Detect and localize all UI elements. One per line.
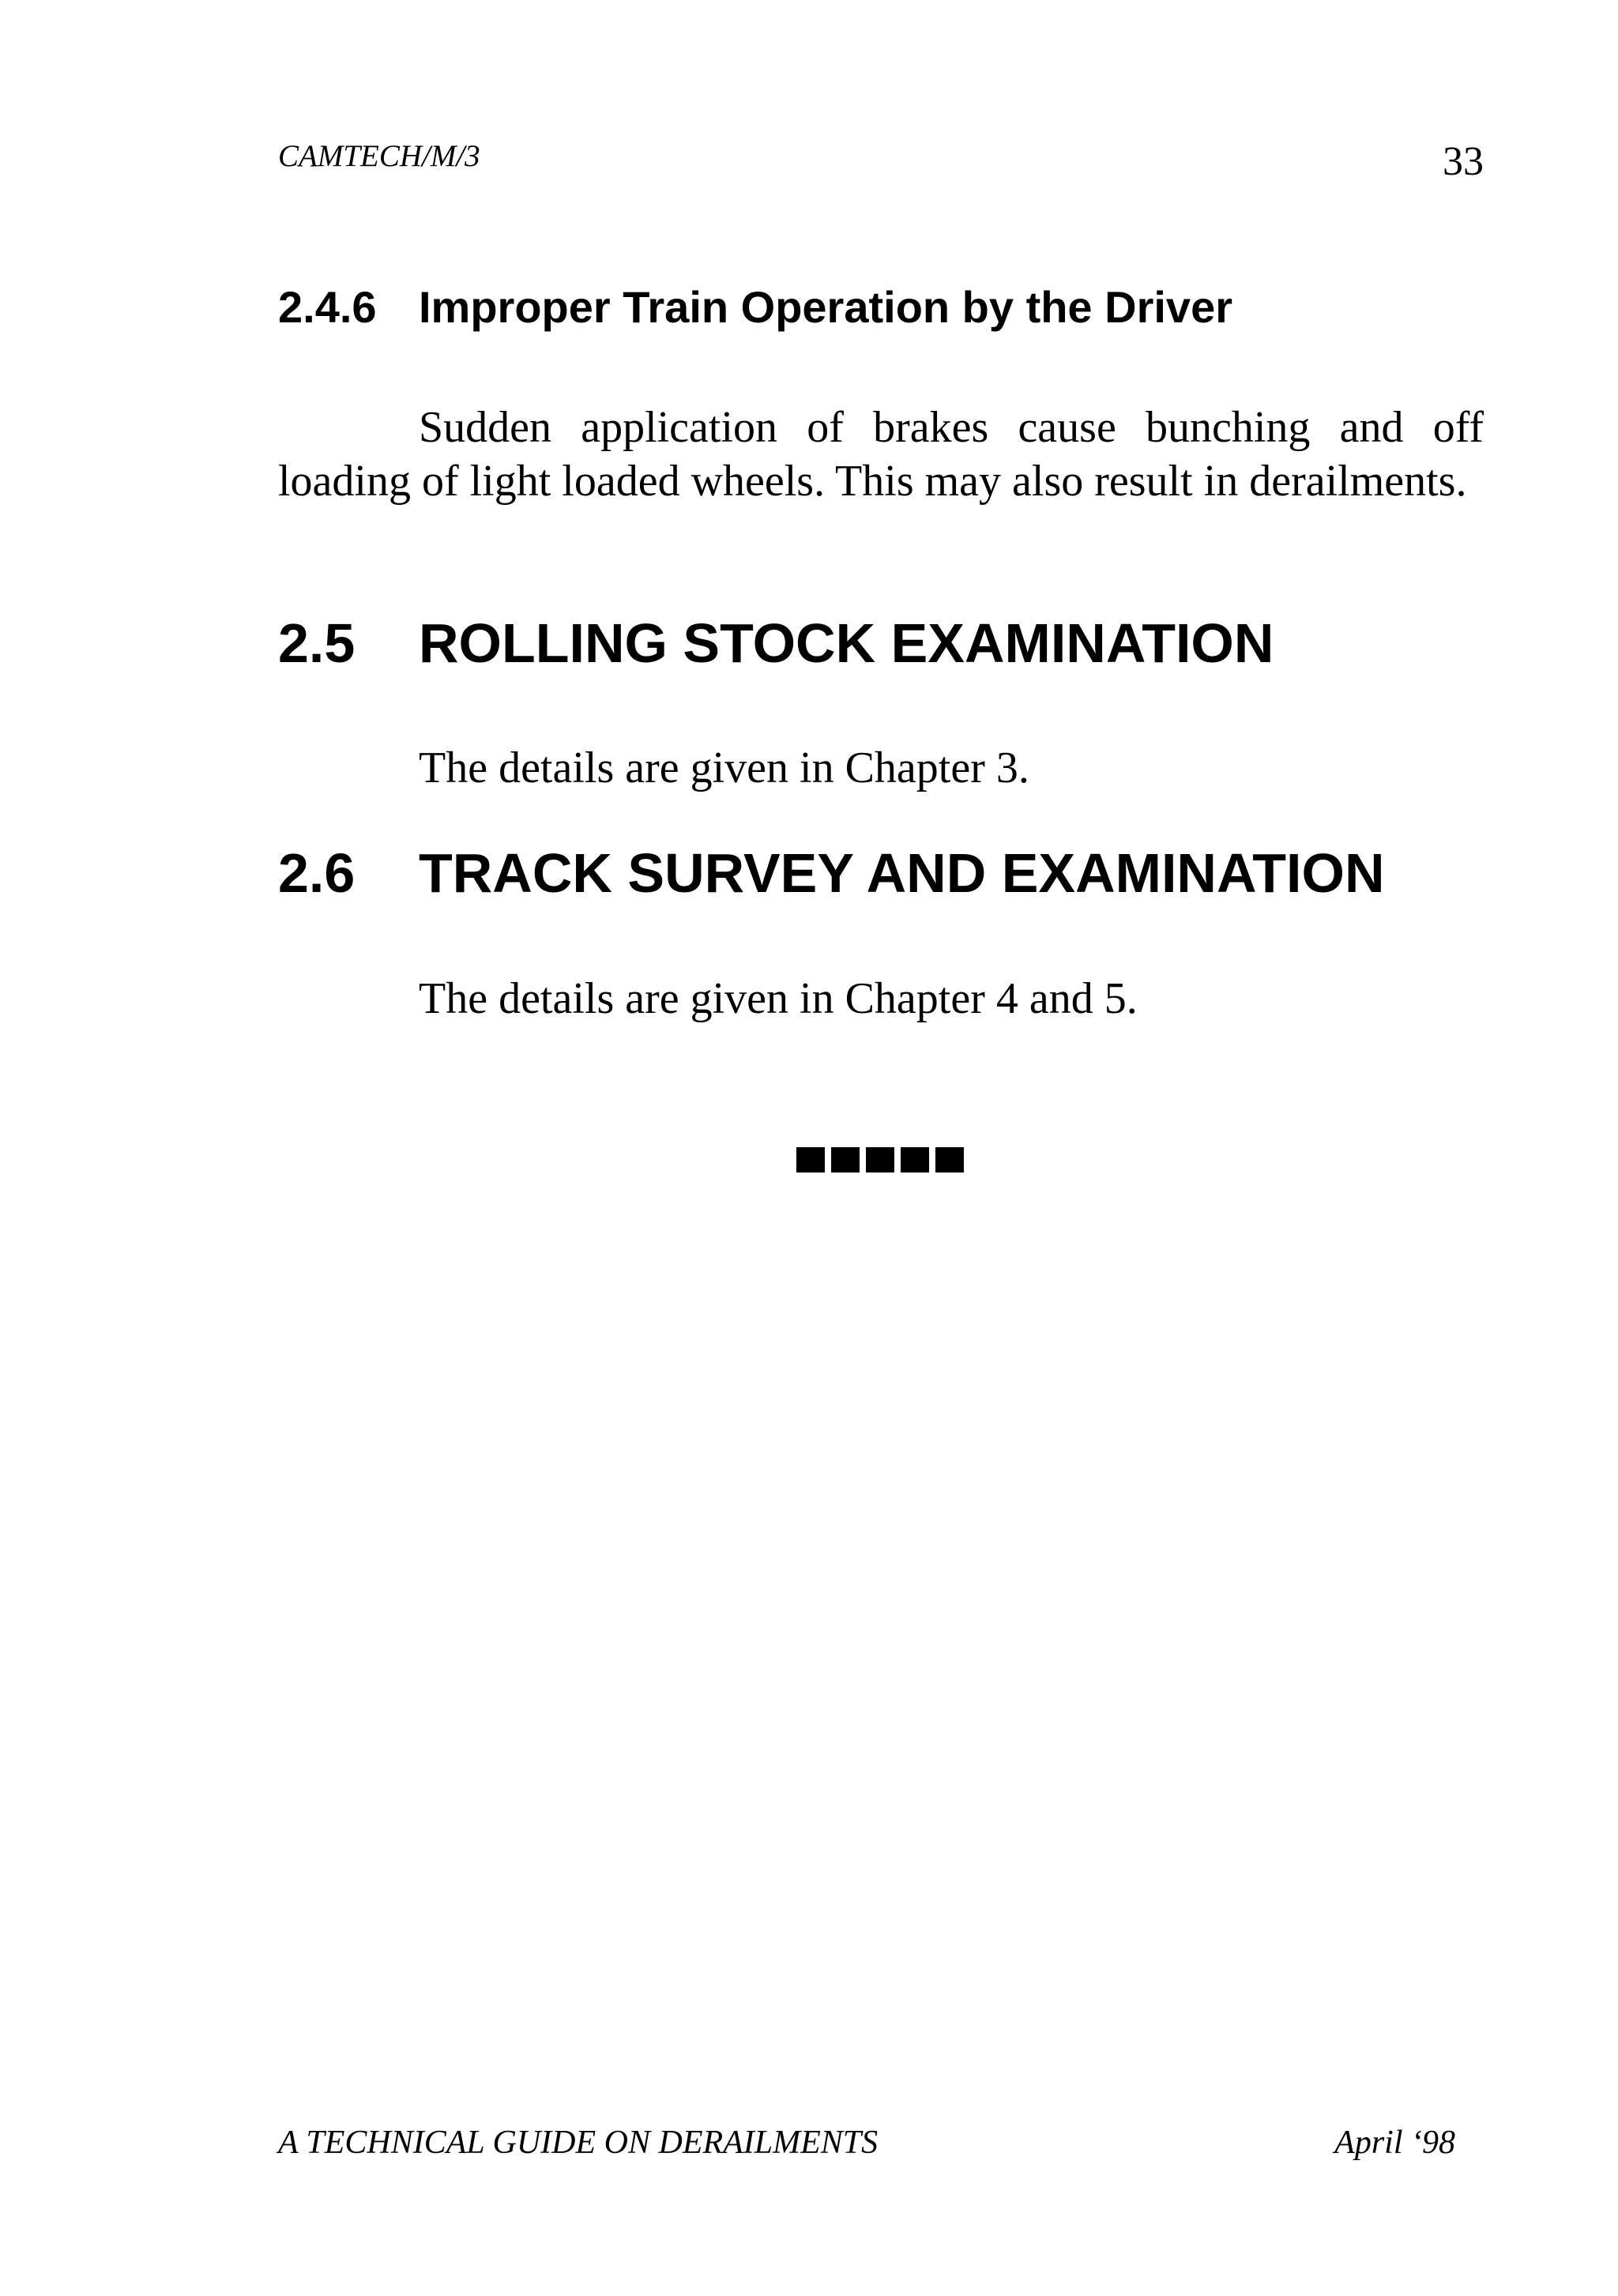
end-square-icon [901,1147,929,1172]
section-title: Improper Train Operation by the Driver [419,282,1233,332]
section-number: 2.5 [278,612,356,674]
end-of-section-marker [796,1147,964,1172]
page-number: 33 [1443,139,1484,184]
section-title: TRACK SURVEY AND EXAMINATION [419,842,1385,904]
section-2-5-heading [278,612,1274,675]
section-number: 2.6 [278,842,356,904]
section-2-6-body: The details are given in Chapter 4 and 5. [419,974,1138,1023]
section-title: ROLLING STOCK EXAMINATION [419,612,1274,674]
section-2-5-body: The details are given in Chapter 3. [419,743,1029,792]
running-head: CAMTECH/M/3 [278,139,480,173]
footer-title: A TECHNICAL GUIDE ON DERAILMENTS [278,2125,879,2161]
section-2-6-heading [278,841,1385,905]
end-square-icon [935,1147,964,1172]
end-square-icon [866,1147,894,1172]
footer-date: April ‘98 [1334,2125,1455,2161]
section-number: 2.4.6 [278,282,377,332]
section-2-4-6-heading [278,281,1232,333]
section-2-4-6-body: Sudden application of brakes cause bunching and off loading of light loaded wheels. This may also result in derailments. [278,403,1484,506]
end-square-icon [796,1147,825,1172]
end-square-icon [831,1147,860,1172]
